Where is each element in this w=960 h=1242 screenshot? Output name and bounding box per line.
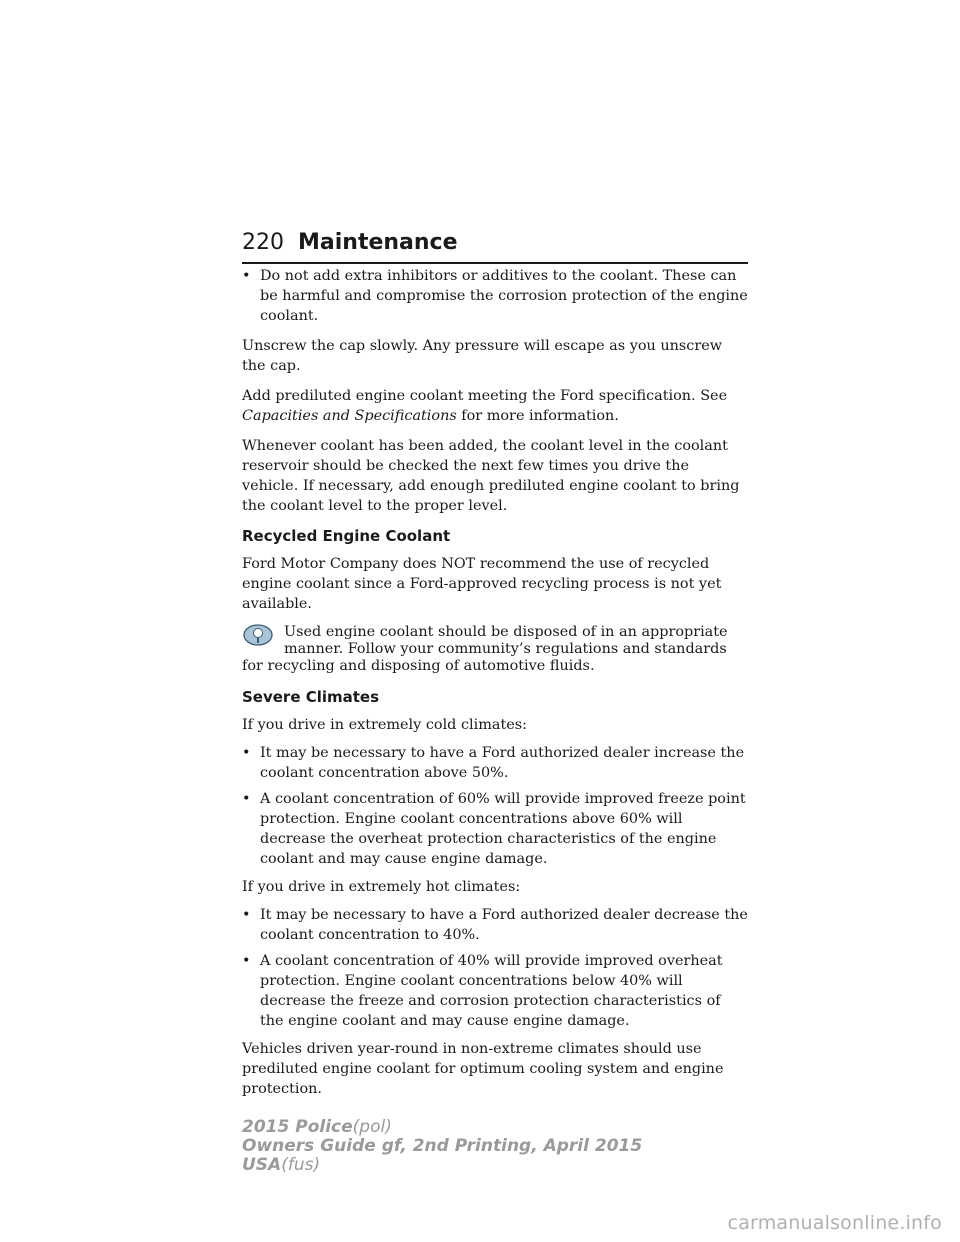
bullet-text: It may be necessary to have a Ford authorized dealer decrease the coolant concentration to 40%. — [260, 907, 748, 943]
footer-model-code: (pol) — [352, 1117, 392, 1137]
page-header — [242, 228, 748, 264]
footer-line-2: Owners Guide gf, 2nd Printing, April 2015 — [242, 1136, 643, 1156]
para-text: Add prediluted engine coolant meeting the Ford specification. See — [242, 388, 728, 404]
list-item — [242, 951, 748, 1031]
bullet-icon: • — [242, 953, 251, 969]
page-footer — [242, 1118, 642, 1175]
heading-recycled-coolant: Recycled Engine Coolant — [242, 527, 451, 545]
paragraph-cold-intro: If you drive in extremely cold climates: — [242, 717, 527, 733]
paragraph-hot-intro: If you drive in extremely hot climates: — [242, 879, 521, 895]
tree-icon — [242, 624, 274, 648]
list-item — [242, 743, 748, 783]
footer-model: 2015 Police — [242, 1117, 353, 1137]
para-text: for more information. — [456, 408, 619, 424]
bullet-icon: • — [242, 745, 251, 761]
list-item — [242, 266, 748, 326]
footer-region: USA — [242, 1155, 282, 1175]
heading-severe-climates: Severe Climates — [242, 688, 380, 706]
footer-region-code: (fus) — [281, 1155, 321, 1175]
footer-line-1 — [242, 1118, 642, 1137]
footer-line-3 — [242, 1156, 642, 1175]
watermark: carmanualsonline.info — [727, 1212, 942, 1234]
paragraph-unscrew: Unscrew the cap slowly. Any pressure will escape as you unscrew the cap. — [242, 338, 723, 374]
section-title: Maintenance — [298, 230, 458, 255]
list-item — [242, 789, 748, 869]
bullet-icon: • — [242, 791, 251, 807]
paragraph-add-coolant — [242, 386, 748, 426]
bullet-text: It may be necessary to have a Ford authorized dealer increase the coolant concentration above 50%. — [260, 745, 745, 781]
list-item — [242, 905, 748, 945]
paragraph-closing: Vehicles driven year-round in non-extreme climates should use prediluted engine coolant for optimum cooling system and engine protection. — [242, 1041, 724, 1097]
page-content — [242, 266, 748, 1109]
bullet-text: A coolant concentration of 40% will provide improved overheat protection. Engine coolant concentrations below 40% will decrease the freeze and corrosion protection characteristics of the engine coolant and may cause engine damage. — [260, 953, 723, 1029]
bullet-icon: • — [242, 268, 251, 284]
bullet-text: Do not add extra inhibitors or additives to the coolant. These can be harmful and compromise the corrosion protection of the engine coolant. — [260, 268, 748, 324]
capacities-link[interactable]: Capacities and Specifications — [242, 408, 457, 424]
environment-note-text: Used engine coolant should be disposed of in an appropriate manner. Follow your community’s regulations and standards for recycling and disposing of automotive fluids. — [242, 624, 728, 674]
environment-note — [242, 624, 748, 675]
page-number: 220 — [242, 230, 284, 255]
paragraph-recycled: Ford Motor Company does NOT recommend the use of recycled engine coolant since a Ford-approved recycling process is not yet available. — [242, 556, 722, 612]
bullet-icon: • — [242, 907, 251, 923]
bullet-text: A coolant concentration of 60% will provide improved freeze point protection. Engine coolant concentrations above 60% will decrease the overheat protection characteristics of the engine coolant and may cause engine damage. — [260, 791, 746, 867]
paragraph-check-level: Whenever coolant has been added, the coolant level in the coolant reservoir should be checked the next few times you drive the vehicle. If necessary, add enough prediluted engine coolant to bring the coolant level to the proper level. — [242, 438, 740, 514]
